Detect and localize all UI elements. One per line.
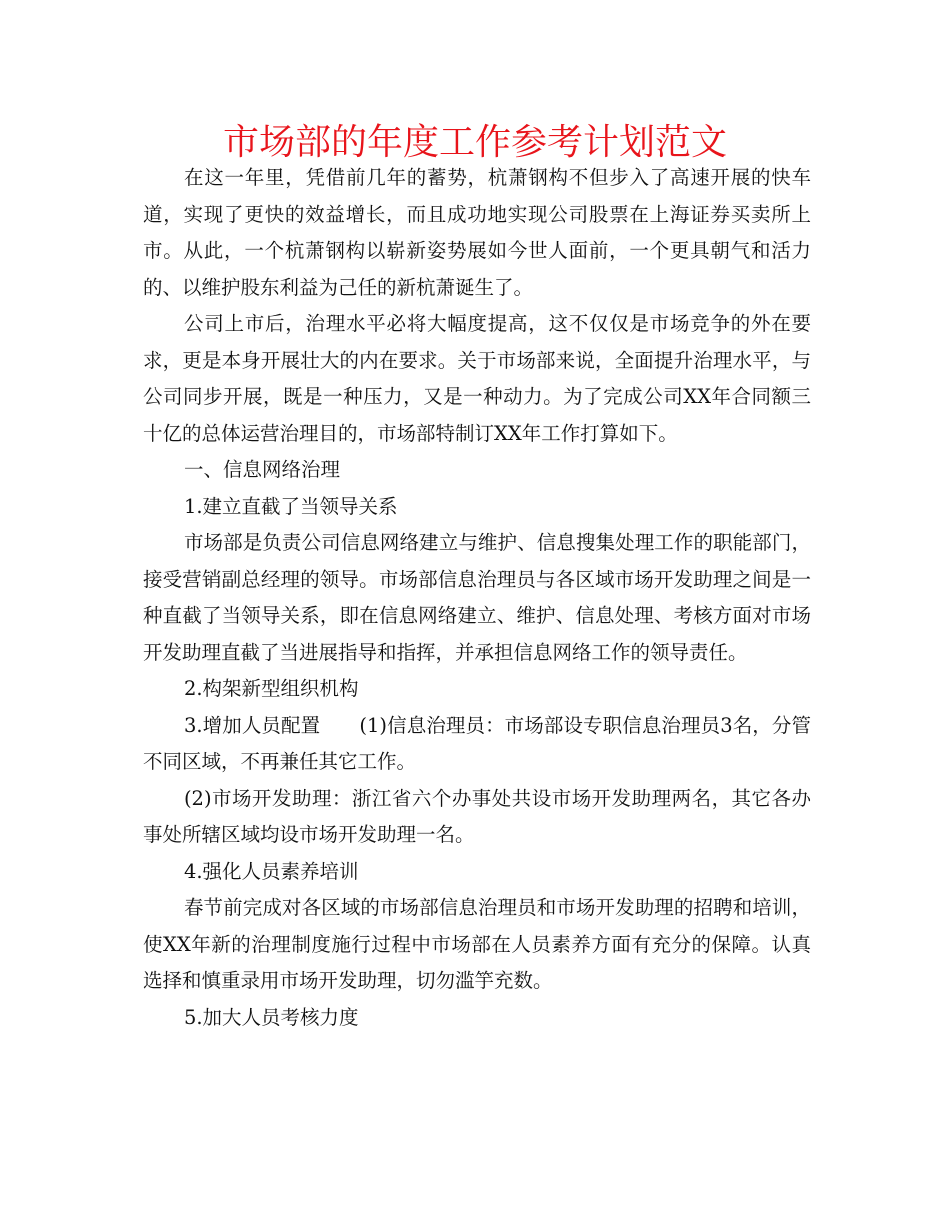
document-body (143, 160, 811, 1036)
paragraph-listing-goals: 公司上市后，治理水平必将大幅度提高，这不仅仅是市场竞争的外在要求，更是本身开展壮大的内在要求。关于市场部来说，全面提升治理水平，与公司同步开展，既是一种压力，又是一种动力。为了完成公司XX年合同额三十亿的总体运营治理目的，市场部特制订XX年工作打算如下。 (143, 312, 811, 445)
paragraph-staffing-1: 3.增加人员配置 (1)信息治理员：市场部设专职信息治理员3名，分管不同区域，不再兼任其它工作。 (143, 713, 811, 773)
paragraph-staffing-2: (2)市场开发助理：浙江省六个办事处共设市场开发助理两名，其它各办事处所辖区域均设市场开发助理一名。 (143, 786, 811, 846)
paragraph-intro: 在这一年里，凭借前几年的蓄势，杭萧钢构不但步入了高速开展的快车道，实现了更快的效益增长，而且成功地实现公司股票在上海证券买卖所上市。从此，一个杭萧钢构以崭新姿势展如今世人面前，一个更具朝气和活力的、以维护股东利益为己任的新杭萧诞生了。 (143, 166, 811, 299)
item-heading-2: 2.构架新型组织机构 (183, 677, 359, 700)
item-heading-5: 5.加大人员考核力度 (183, 1005, 359, 1029)
item-heading-1: 1.建立直截了当领导关系 (183, 494, 398, 518)
section-heading-info-network: 一、信息网络治理 (183, 458, 340, 481)
document-title: 市场部的年度工作参考计划范文 (222, 122, 727, 163)
paragraph-training: 春节前完成对各区域的市场部信息治理员和市场开发助理的招聘和培训，使XX年新的治理制度施行过程中市场部在人员素养方面有充分的保障。认真选择和慎重录用市场开发助理，切勿滥竽充数。 (143, 896, 811, 992)
item-heading-4: 4.强化人员素养培训 (183, 859, 359, 883)
paragraph-leadership: 市场部是负责公司信息网络建立与维护、信息搜集处理工作的职能部门，接受营销副总经理的领导。市场部信息治理员与各区域市场开发助理之间是一种直截了当领导关系，即在信息网络建立、维护、信息处理、考核方面对市场开发助理直截了当进展指导和指挥，并承担信息网络工作的领导责任。 (143, 531, 811, 664)
